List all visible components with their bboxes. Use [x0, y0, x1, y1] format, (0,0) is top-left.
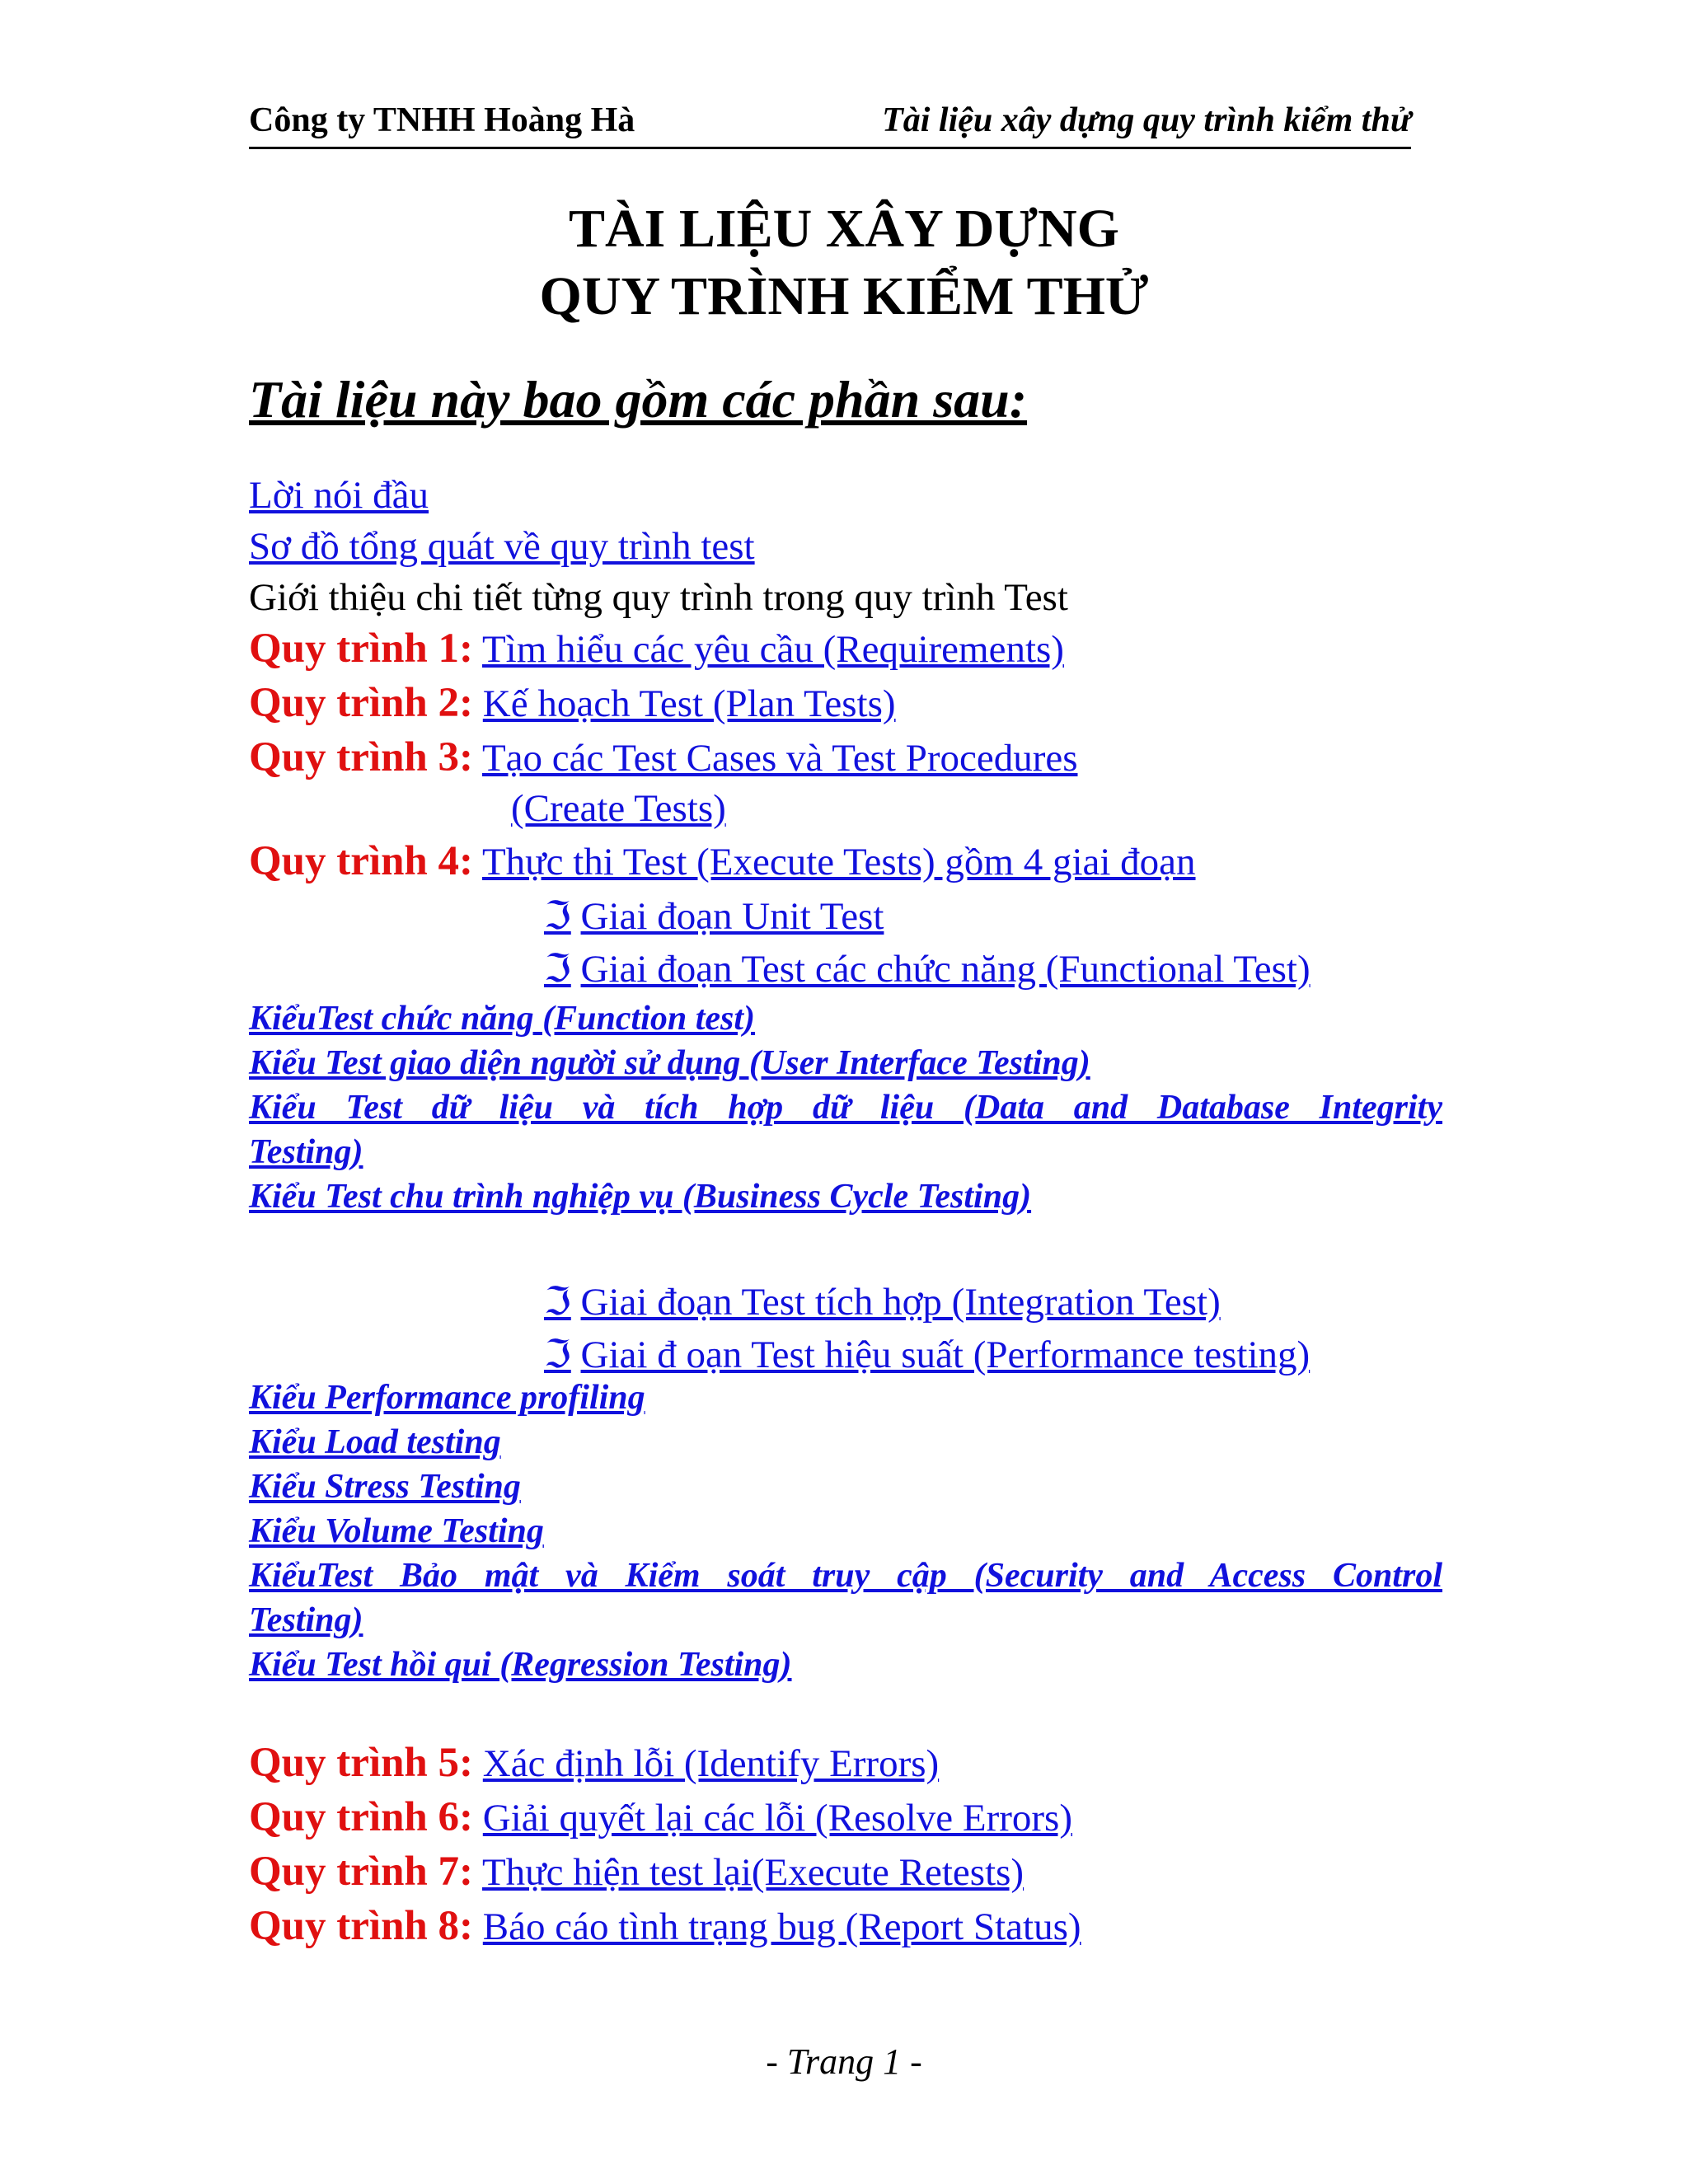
process-link[interactable]: Báo cáo tình trạng bug (Report Status)	[482, 1905, 1081, 1948]
toc-type-security[interactable]: KiểuTest Bảo mật và Kiểm soát truy cập (Security and Access Control	[249, 1557, 1442, 1595]
toc-heading: Tài liệu này bao gồm các phần sau:	[249, 370, 1028, 429]
toc-type-security-cont[interactable]: Testing)	[249, 1601, 363, 1639]
toc-type-data-integrity[interactable]: Kiểu Test dữ liệu và tích hợp dữ liệu (Data and Database Integrity	[249, 1089, 1442, 1127]
process-label: Quy trình 3:	[249, 734, 474, 780]
page-number: - Trang 1 -	[766, 2041, 922, 2082]
process-link[interactable]: Xác định lỗi (Identify Errors)	[482, 1742, 940, 1785]
process-link[interactable]: Thực hiện test lại(Execute Retests)	[481, 1851, 1025, 1894]
process-3-cont-link[interactable]: (Create Tests)	[511, 787, 726, 830]
toc-process-8[interactable]	[249, 1902, 1081, 1950]
toc-intro: Giới thiệu chi tiết từng quy trình trong quy trình Test	[249, 576, 1068, 619]
process-link[interactable]: Giải quyết lại các lỗi (Resolve Errors)	[482, 1797, 1072, 1840]
phase-link[interactable]: Giai đ oạn Test hiệu suất (Performance testing)	[580, 1333, 1311, 1376]
toc-type-load-testing[interactable]: Kiểu Load testing	[249, 1423, 501, 1461]
process-link[interactable]: Kế hoạch Test (Plan Tests)	[482, 682, 896, 725]
toc-type-data-integrity-cont[interactable]: Testing)	[249, 1133, 363, 1171]
main-title-line1: TÀI LIỆU XÂY DỰNG	[569, 199, 1119, 259]
toc-phase-functional[interactable]	[544, 946, 1311, 991]
page-header	[249, 97, 1411, 149]
toc-type-regression[interactable]: Kiểu Test hồi qui (Regression Testing)	[249, 1646, 792, 1684]
bullet-icon: ℑ	[544, 895, 571, 938]
process-label: Quy trình 1:	[249, 626, 474, 672]
toc-overview[interactable]	[249, 524, 755, 569]
toc-process-6[interactable]	[249, 1793, 1072, 1841]
process-label: Quy trình 4:	[249, 838, 474, 884]
toc-type-business-cycle[interactable]: Kiểu Test chu trình nghiệp vụ (Business Cycle Testing)	[249, 1178, 1032, 1216]
toc-overview-link[interactable]: Sơ đồ tổng quát về quy trình test	[249, 525, 755, 568]
company-name: Công ty TNHH Hoàng Hà	[249, 101, 635, 139]
process-link[interactable]: Tạo các Test Cases và Test Procedures	[481, 737, 1078, 780]
phase-link[interactable]: Giai đoạn Test tích hợp (Integration Test)	[580, 1281, 1221, 1324]
toc-type-function-test[interactable]: KiểuTest chức năng (Function test)	[249, 1000, 756, 1038]
toc-phase-performance[interactable]	[544, 1332, 1310, 1377]
toc-process-3[interactable]	[249, 733, 1078, 781]
toc-type-ui-testing[interactable]: Kiểu Test giao diện người sử dụng (User Interface Testing)	[249, 1044, 1090, 1082]
toc-type-performance-profiling[interactable]: Kiểu Performance profiling	[249, 1379, 645, 1417]
bullet-icon: ℑ	[544, 948, 571, 991]
toc-process-3-cont[interactable]	[445, 786, 726, 831]
toc-preface[interactable]	[249, 473, 429, 518]
toc-process-5[interactable]	[249, 1739, 939, 1787]
phase-link[interactable]: Giai đoạn Unit Test	[580, 895, 884, 938]
process-link[interactable]: Tìm hiểu các yêu cầu (Requirements)	[481, 628, 1064, 671]
bullet-icon: ℑ	[544, 1281, 571, 1324]
process-link[interactable]: Thực thi Test (Execute Tests) gồm 4 giai đoạn	[481, 841, 1196, 883]
toc-type-volume-testing[interactable]: Kiểu Volume Testing	[249, 1512, 544, 1550]
toc-phase-integration[interactable]	[544, 1279, 1221, 1324]
header-doc-title: Tài liệu xây dựng quy trình kiểm thử	[882, 101, 1411, 139]
process-label: Quy trình 8:	[249, 1903, 474, 1949]
toc-process-2[interactable]	[249, 679, 896, 727]
process-label: Quy trình 6:	[249, 1794, 474, 1840]
toc-phase-unit[interactable]	[544, 893, 884, 939]
toc-process-4[interactable]	[249, 837, 1196, 885]
process-label: Quy trình 5:	[249, 1740, 474, 1786]
toc-type-stress-testing[interactable]: Kiểu Stress Testing	[249, 1468, 521, 1506]
phase-link[interactable]: Giai đoạn Test các chức năng (Functional Test)	[580, 948, 1311, 991]
process-label: Quy trình 2:	[249, 680, 474, 726]
main-title-line2: QUY TRÌNH KIỂM THỬ	[539, 266, 1149, 326]
toc-preface-link[interactable]: Lời nói đầu	[249, 474, 429, 517]
toc-process-7[interactable]	[249, 1848, 1024, 1896]
bullet-icon: ℑ	[544, 1333, 571, 1376]
process-label: Quy trình 7:	[249, 1849, 474, 1895]
toc-process-1[interactable]	[249, 625, 1064, 673]
